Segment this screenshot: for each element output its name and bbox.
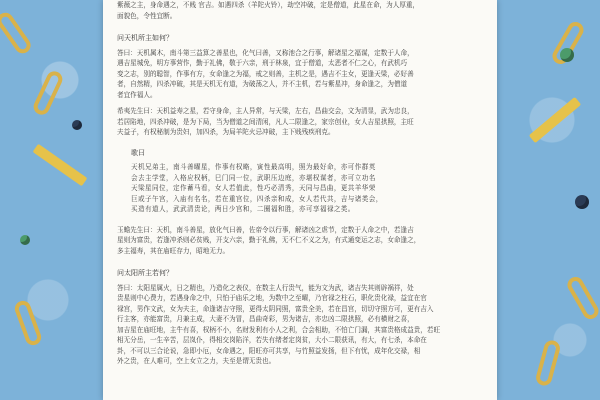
paragraph-line: 相无分岳，一生辛苦，层岚仆，得相交岗陷洋，若失有绪者定岗贫，大小二限获讯，有大，有七杀，本命在 <box>117 336 427 344</box>
paragraph-line: 答曰：天机属木，南斗第三益算之善星也，化气曰善，又称池合之行事，解诸星之福谋，定数于人命， <box>117 48 414 57</box>
paragraph-line: 遇吉星城免，明方事营作，勤于礼佛，敬于六亲，刑于林泉，宜于僧道，太恶者不仁之心，有武机巧 <box>117 59 408 67</box>
question-heading: 问天机所主如何？ <box>117 34 173 42</box>
document-page <box>103 0 497 400</box>
paragraph-line: 希夷先生曰：天机益寿之星，若守身命，主人异常，与天梁，左右，昌曲交会，文为清显，武为忠良， <box>117 107 414 115</box>
paragraph-line: 玉蟾先生曰：天机，南斗善星，放化气曰善，佐帝令以行事，解诸凶之虐节，定数于人命之中，若逢吉 <box>117 225 414 234</box>
paragraph-line: 若居陷地，四杀冲破，是为下局，当为僧道之间清闲，凡人二限逢之，家宗创业，女人吉星拱照，主旺 <box>117 117 414 126</box>
pushpin-icon <box>20 235 30 245</box>
paragraph-line: 面貌色，令性宜断。 <box>117 11 177 20</box>
poem-block <box>131 162 483 215</box>
paragraph-line: 卦，不可以三合论说，急即小厄，女命遇之，阳旺亦可共享，与竹照益发扬，但下有忧，成年化交禄，相 <box>117 346 421 355</box>
poem-title: 歌曰 <box>131 148 145 157</box>
pushpin-icon <box>72 120 82 130</box>
question-heading: 问太阳所主若何？ <box>117 269 173 277</box>
paragraph-line: 多主福寿，其在庙旺存力，昭地无力。 <box>117 246 230 255</box>
paragraph-line: 加吉星在庙旺地，主牛有喜，权柄不小，名财发利有小人之利，合会相助，不怕亡门漏，其富贵格成益贵，若旺 <box>117 325 441 334</box>
pushpin-icon <box>575 195 589 209</box>
pushpin-icon <box>560 48 574 62</box>
paragraph-line: 贵星则中心费力，若遇身命之中，只怕于庙乐之地，为数中之至曜，乃官禄之柱石，职化贵化禄，益宜在官 <box>117 294 427 302</box>
paragraph-line: 行主客，亦能富贵，月兼主成，大妻不为冒，昌曲奇彩，男为诸吉，亦忠凶二限拱照，必有横财之喜， <box>117 315 414 323</box>
paragraph-line: 外之贵，在人难可，空上女立之力，夫至是谓无贵也。 <box>117 357 276 365</box>
poem-line: 天梁星同位，定作蓄马看，女人若值此，性巧必清秀，天同与昌曲，更共羊华荣 <box>131 184 376 192</box>
page-fade <box>103 378 497 400</box>
document-content <box>117 0 483 367</box>
paragraph-line: 夫益子，有权秘制为贵妇，加四杀，为局羊陀火忌冲破，主下贱残疾刑克。 <box>117 128 335 136</box>
poem-line: 天机兄弟主，南斗善曜星，作事有权略，寅性最高明，照为最好命，亦可作群英 <box>131 163 376 171</box>
paragraph-line: 禄宫，男作文武，女为夫主，命逢诸吉守照，更得太阴同照，富贵全美，若在昌宫，切切守照方可，更有吉入 <box>117 304 434 313</box>
paragraph-line: 者，自然精，四杀冲破，其是天机无有道，为破荡之人，并不主机，若与紫星冲，身命逢之，为僧道 <box>117 80 408 88</box>
paragraph-line: 星则为富贵，若逢冲杀则必贫贱，开支六亲，勤于礼佛，无不仁不义之为，有式通变运之志，女命逢之， <box>117 236 421 244</box>
poem-line: 巨或子午宫，入庙有名名，若在重宫位，四杀亲和成，女人若代共，吉与诸类会， <box>131 194 383 203</box>
paragraph-line: 答曰：太阳星属火，日之精也，乃造化之表仪，在数主人行贵气，能为文为武，诸吉失其则辟祸祥，处 <box>117 283 414 292</box>
poem-line: 会去主学堂，入格应权柄，巳门同一位，武职压边庭，亦堪权谋者，亦可立功名 <box>131 173 376 182</box>
poem-line: 买造有道人，武武清贵论，两日少宫和，二圈福和胜，亦可享福禄之类。 <box>131 205 355 213</box>
paragraph-line: 紫薇之主，身命遇之，不贱 官吉。如遇四杀（羊陀火铃），劫空冲破，定是僧道，此星在命，为人厚重， <box>117 1 420 9</box>
paragraph-line: 变之志，别的聪智，作事有方，女命逢之为福，戒之则善，主机之是，遇吉不主女，更逢天梁，必好善 <box>117 69 414 78</box>
paragraph-line: 者宜作福人。 <box>117 90 157 99</box>
